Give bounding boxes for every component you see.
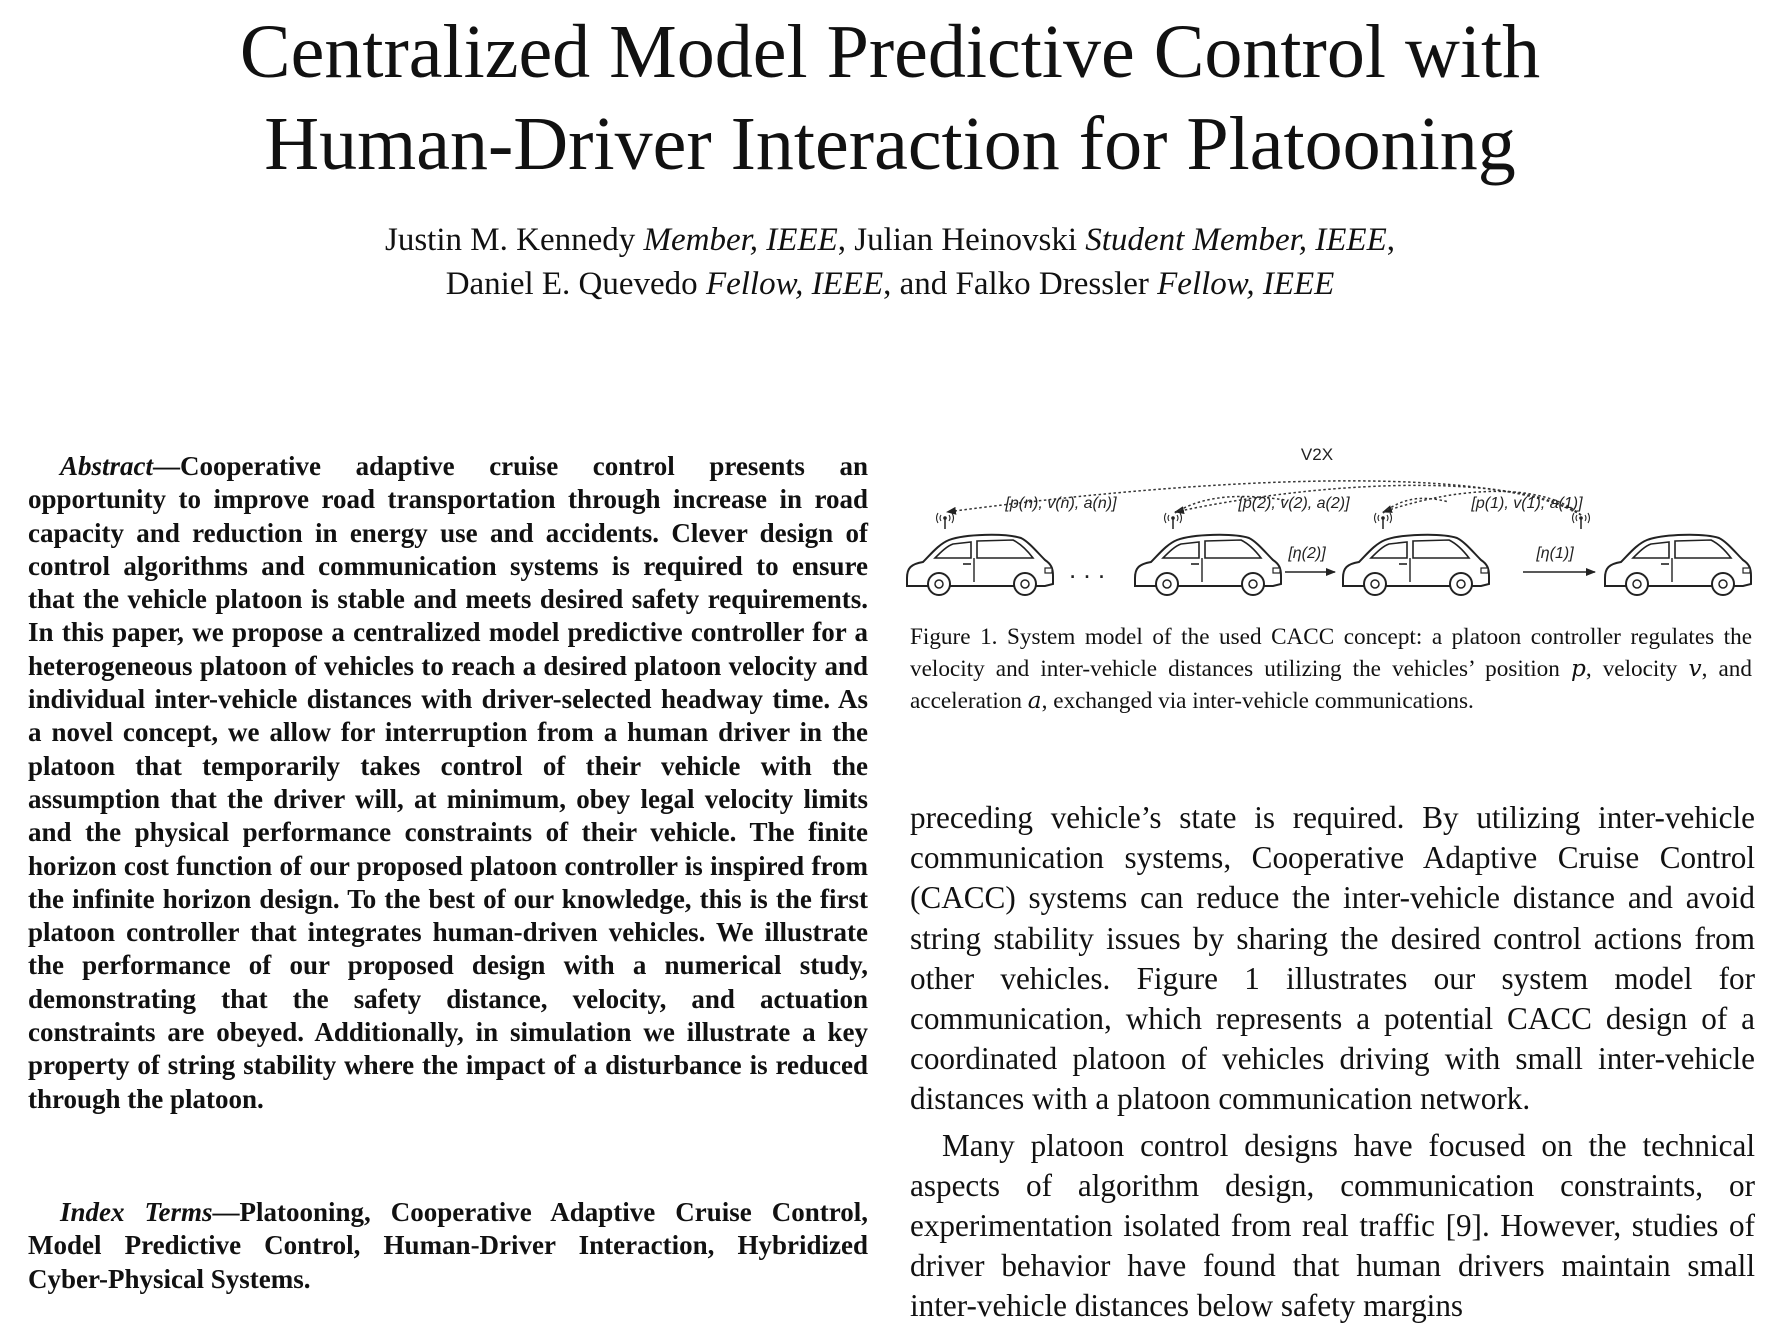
- author-4-name: , and Falko Dressler: [883, 266, 1158, 302]
- car-icon: [907, 535, 1053, 595]
- state-label-vehicle-2: [p(2), v(2), a(2)]: [1238, 495, 1350, 512]
- paper-title: [0, 6, 1780, 190]
- abstract-text: —Cooperative adaptive cruise control presents an opportunity to improve road transportation through increase in road capacity and reduction in energy use and accidents. Clever design of control algorithms and communication systems is required to ensure that the vehicle platoon is stable and meets desired safety requirements. In this paper, we propose a centralized model predictive controller for a heterogeneous platoon of vehicles to reach a desired platoon velocity and individual inter-vehicle distances with driver-selected headway time. As a novel concept, we allow for interruption from a human driver in the platoon that temporarily takes control of their vehicle with the assumption that the driver will, at minimum, obey legal velocity limits and the physical performance constraints of their vehicle. The finite horizon cost function of our proposed platoon controller is inspired from the infinite horizon design. To the best of our knowledge, this is the first platoon controller that integrates human-driven vehicles. We illustrate the performance of our proposed design with a numerical study, demonstrating that the safety distance, velocity, and actuation constraints are obeyed. Additionally, in simulation we illustrate a key property of string stability where the impact of a disturbance is reduced through the platoon.: [28, 451, 868, 1114]
- index-terms: [28, 1196, 868, 1296]
- v2x-label: V2X: [1300, 445, 1334, 464]
- author-list: [0, 218, 1780, 306]
- v2x-arc-vehicle-1-segment: [1383, 498, 1449, 513]
- body-text-column: [910, 798, 1755, 1327]
- antenna-icon: [1375, 513, 1392, 529]
- platoon-ellipsis: . . .: [1068, 554, 1106, 584]
- caption-var-p: p: [1570, 655, 1586, 682]
- caption-suffix: , exchanged via inter-vehicle communications.: [1041, 688, 1474, 714]
- antenna-icon: [937, 513, 954, 529]
- caption-var-a: a: [1027, 687, 1042, 714]
- antenna-icon: [1165, 513, 1182, 529]
- caption-mid-1: , velocity: [1585, 656, 1689, 682]
- author-2-name: , Julian Heinovski: [837, 222, 1086, 258]
- author-1-role: Member, IEEE: [643, 222, 838, 258]
- author-3-name: Daniel E. Quevedo: [445, 266, 706, 302]
- title-line-1: Centralized Model Predictive Control with: [239, 10, 1541, 94]
- car-icon: [1605, 535, 1751, 595]
- index-terms-paragraph: [28, 1196, 868, 1296]
- index-terms-lead: Index Terms: [60, 1197, 213, 1227]
- index-terms-text: —Platooning, Cooperative Adaptive Cruise Control, Model Predictive Control, Human-Driver Interaction, Hybridized Cyber-Physical Systems.: [28, 1197, 868, 1294]
- state-label-vehicle-n: [p(n), v(n), a(n)]: [1005, 495, 1117, 512]
- author-2-role: Student Member, IEEE: [1085, 222, 1387, 258]
- caption-mid-2: , and acceleration: [910, 656, 1752, 714]
- abstract-paragraph: [28, 450, 868, 1116]
- caption-prefix: Figure 1. System model of the used CACC concept: a platoon controller regulates the velocity and inter-vehicle distances utilizing the vehicles’ position: [910, 624, 1752, 682]
- antenna-icon: [1573, 513, 1590, 529]
- eta-label-1: [η(1)]: [1536, 545, 1574, 562]
- car-icon: [1135, 535, 1281, 595]
- author-4-role: Fellow, IEEE: [1157, 266, 1335, 302]
- author-line-1: [0, 218, 1780, 262]
- abstract: [28, 450, 868, 1116]
- figure-1-system-model: [905, 440, 1755, 600]
- author-separator: ,: [1386, 222, 1395, 258]
- abstract-lead: Abstract: [60, 451, 154, 481]
- figure-1-caption: [910, 622, 1752, 717]
- author-3-role: Fellow, IEEE: [705, 266, 884, 302]
- eta-label-2: [η(2)]: [1288, 545, 1326, 562]
- author-1-name: Justin M. Kennedy: [385, 222, 644, 258]
- state-label-vehicle-1: [p(1), v(1), a(1)]: [1471, 495, 1583, 512]
- author-line-2: [0, 262, 1780, 306]
- system-model-diagram: [905, 440, 1755, 600]
- caption-var-v: v: [1688, 655, 1702, 682]
- title-line-2: Human-Driver Interaction for Platooning: [264, 102, 1516, 186]
- car-icon: [1343, 535, 1489, 595]
- body-paragraph-2: Many platoon control designs have focused on the technical aspects of algorithm design, communication constraints, or experimentation isolated from real traffic [9]. However, studies of driver behavior have found that human drivers maintain small inter-vehicle distances below safety margins: [910, 1127, 1755, 1324]
- body-paragraph-1: preceding vehicle’s state is required. By utilizing inter-vehicle communication systems, Cooperative Adaptive Cruise Control (CACC) systems can reduce the inter-vehicle distance and avoid string stability issues by sharing the desired control actions from other vehicles. Figure 1 illustrates our system model for communication, which represents a potential CACC design of a coordinated platoon of vehicles driving with small inter-vehicle distances with a platoon communication network.: [910, 800, 1755, 1117]
